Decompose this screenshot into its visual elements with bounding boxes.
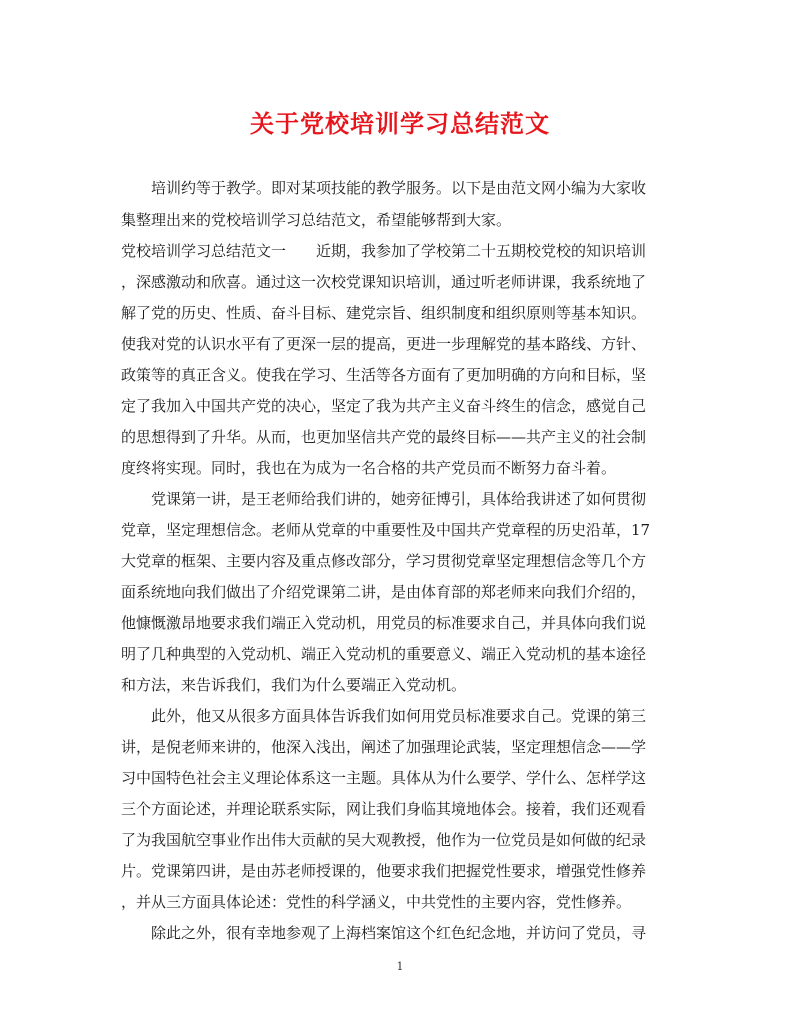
- text-line: 和方法，来告诉我们，我们为什么要端正入党动机。: [121, 676, 467, 694]
- text-line: 了为我国航空事业作出伟大贡献的吴大观教授，他作为一位党员是如何做的纪录: [121, 831, 647, 849]
- text-line: 此外，他又从很多方面具体告诉我们如何用党员标准要求自己。党课的第三: [151, 707, 647, 725]
- text-line: 大党章的框架、主要内容及重点修改部分，学习贯彻党章坚定理想信念等几个方: [121, 552, 647, 570]
- document-title: 关于党校培训学习总结范文: [250, 109, 550, 138]
- text-line: 的思想得到了升华。从而，也更加坚信共产党的最终目标——共产主义的社会制: [121, 428, 647, 446]
- text-line: ，深感激动和欣喜。通过这一次校党课知识培训，通过听老师讲课，我系统地了: [121, 273, 647, 291]
- text-line: 党校培训学习总结范文一 近期，我参加了学校第二十五期校党校的知识培训: [121, 242, 647, 260]
- text-line: 集整理出来的党校培训学习总结范文，希望能够帮到大家。: [121, 211, 512, 229]
- text-line: 党课第一讲，是王老师给我们讲的，她旁征博引，具体给我讲述了如何贯彻: [151, 490, 647, 508]
- text-line: 面系统地向我们做出了介绍党课第二讲，是由体育部的郑老师来向我们介绍的，: [121, 583, 647, 601]
- text-line: 讲，是倪老师来讲的，他深入浅出，阐述了加强理论武装，坚定理想信念——学: [121, 738, 647, 756]
- text-line: 片。党课第四讲，是由苏老师授课的，他要求我们把握党性要求，增强党性修养: [121, 862, 647, 880]
- text-line: 三个方面论述，并理论联系实际，网让我们身临其境地体会。接着，我们还观看: [121, 800, 647, 818]
- page-number: 1: [396, 960, 404, 973]
- text-line: 明了几种典型的入党动机、端正入党动机的重要意义、端正入党动机的基本途径: [121, 645, 647, 663]
- text-line: 使我对党的认识水平有了更深一层的提高，更进一步理解党的基本路线、方针、: [121, 335, 647, 353]
- text-line: 除此之外，很有幸地参观了上海档案馆这个红色纪念地，并访问了党员，寻: [151, 924, 647, 942]
- text-line: 政策等的真正含义。使我在学习、生活等各方面有了更加明确的方向和目标，坚: [121, 366, 647, 384]
- text-line: 党章，坚定理想信念。老师从党章的中重要性及中国共产党章程的历史沿革，17: [121, 521, 651, 539]
- text-line: 培训约等于教学。即对某项技能的教学服务。以下是由范文网小编为大家收: [151, 179, 647, 197]
- text-line: 度终将实现。同时，我也在为成为一名合格的共产党员而不断努力奋斗着。: [121, 459, 617, 477]
- text-line: 解了党的历史、性质、奋斗目标、建党宗旨、组织制度和组织原则等基本知识。: [121, 304, 647, 322]
- text-line: 他慷慨激昂地要求我们端正入党动机，用党员的标准要求自己，并具体向我们说: [121, 614, 647, 632]
- text-line: ，并从三方面具体论述：党性的科学涵义，中共党性的主要内容，党性修养。: [121, 893, 632, 911]
- text-line: 习中国特色社会主义理论体系这一主题。具体从为什么要学、学什么、怎样学这: [121, 769, 647, 787]
- text-line: 定了我加入中国共产党的决心，坚定了我为共产主义奋斗终生的信念，感觉自己: [121, 397, 647, 415]
